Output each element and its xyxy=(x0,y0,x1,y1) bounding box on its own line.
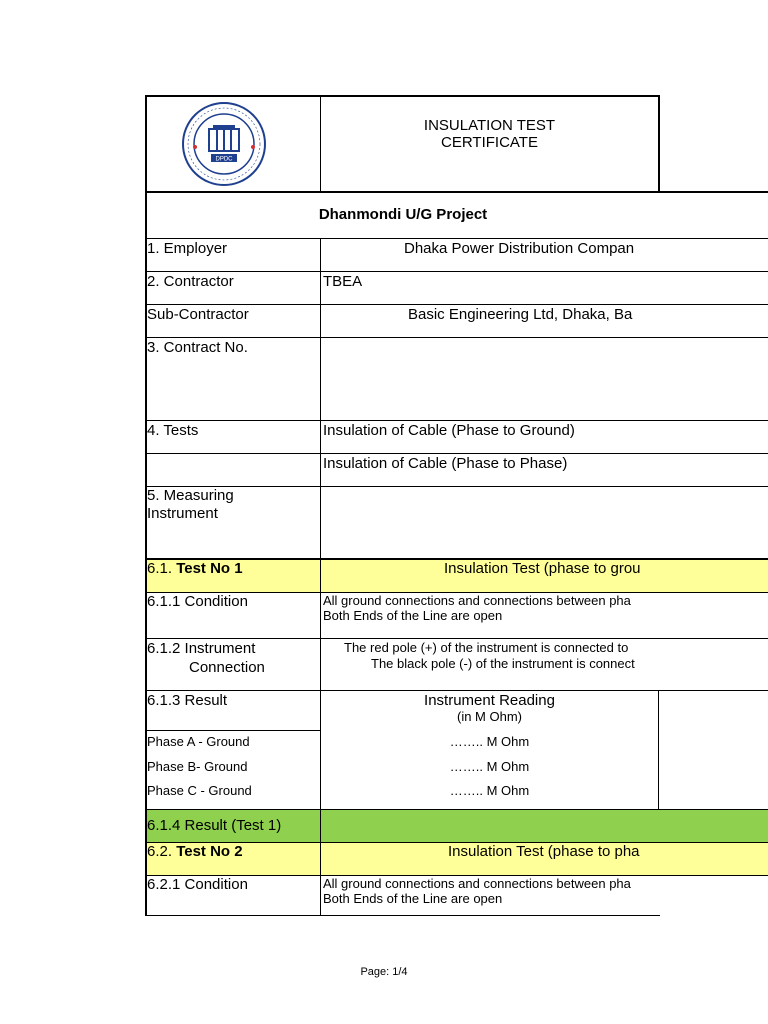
rule xyxy=(145,915,660,916)
tests-value-1: Insulation of Cable (Phase to Ground) xyxy=(323,422,575,439)
tests-value-2: Insulation of Cable (Phase to Phase) xyxy=(323,455,568,472)
phase-a-value: …….. M Ohm xyxy=(449,734,530,749)
rule xyxy=(145,420,768,421)
test1-instrument-label-line1: 6.1.2 Instrument xyxy=(147,640,256,657)
test2-name: Test No 2 xyxy=(176,843,243,860)
rule xyxy=(145,304,768,305)
rule xyxy=(145,486,768,487)
tests-label: 4. Tests xyxy=(147,422,199,439)
right-border-reading xyxy=(658,690,659,809)
test1-result-label: 6.1.3 Result xyxy=(147,692,228,709)
project-name: Dhanmondi U/G Project xyxy=(318,206,488,223)
instrument-reading-title: Instrument Reading xyxy=(424,692,555,709)
subcontractor-value: Basic Engineering Ltd, Dhaka, Ba xyxy=(408,306,633,323)
test1-condition-line1: All ground connections and connections between pha xyxy=(323,593,631,608)
phase-b-value: …….. M Ohm xyxy=(449,759,530,774)
employer-label: 1. Employer xyxy=(147,240,228,257)
contractor-value: TBEA xyxy=(323,273,363,290)
subcontractor-label: Sub-Contractor xyxy=(147,306,249,323)
page-number: Page: 1/4 xyxy=(360,966,408,978)
test1-final-result-label: 6.1.4 Result (Test 1) xyxy=(147,817,282,834)
test1-instrument-line1: The red pole (+) of the instrument is connected to xyxy=(344,640,629,655)
test2-condition-line1: All ground connections and connections between pha xyxy=(323,876,631,891)
rule xyxy=(145,95,660,97)
test1-condition-label: 6.1.1 Condition xyxy=(147,593,248,610)
rule xyxy=(145,690,768,691)
test1-prefix: 6.1. xyxy=(147,560,177,577)
test2-heading xyxy=(147,843,243,860)
phase-c-value: …….. M Ohm xyxy=(449,783,530,798)
instrument-reading-unit: (in M Ohm) xyxy=(457,709,522,724)
certificate-title-line2: CERTIFICATE xyxy=(441,134,538,151)
measuring-label-line2: Instrument xyxy=(147,505,218,522)
svg-text:DPDC: DPDC xyxy=(215,156,233,163)
certificate-title-line1: INSULATION TEST xyxy=(423,117,556,134)
contract-no-label: 3. Contract No. xyxy=(147,339,248,356)
rule xyxy=(145,638,768,639)
test1-name: Test No 1 xyxy=(176,560,243,577)
contractor-label: 2. Contractor xyxy=(147,273,234,290)
rule xyxy=(145,271,768,272)
test2-title: Insulation Test (phase to pha xyxy=(448,843,640,860)
dpdc-seal-icon xyxy=(177,101,271,187)
phase-a-label: Phase A - Ground xyxy=(147,734,250,749)
rule xyxy=(145,238,768,239)
test1-instrument-label-line2: Connection xyxy=(189,659,265,676)
rule xyxy=(145,191,768,193)
test2-prefix: 6.2. xyxy=(147,843,177,860)
rule xyxy=(145,453,768,454)
test1-condition-line2: Both Ends of the Line are open xyxy=(323,608,503,623)
rule xyxy=(145,809,768,810)
employer-value: Dhaka Power Distribution Compan xyxy=(404,240,635,257)
test1-heading xyxy=(147,560,243,577)
right-border-top xyxy=(658,95,660,192)
phase-b-label: Phase B- Ground xyxy=(147,759,248,774)
rule xyxy=(145,730,320,731)
phase-c-label: Phase C - Ground xyxy=(147,783,252,798)
test2-condition-label: 6.2.1 Condition xyxy=(147,876,248,893)
divider-vertical xyxy=(320,238,321,916)
test2-condition-line2: Both Ends of the Line are open xyxy=(323,891,503,906)
rule xyxy=(145,337,768,338)
test1-instrument-line2: The black pole (-) of the instrument is connect xyxy=(371,656,635,671)
measuring-label-line1: 5. Measuring xyxy=(147,487,234,504)
test1-title: Insulation Test (phase to grou xyxy=(444,560,641,577)
